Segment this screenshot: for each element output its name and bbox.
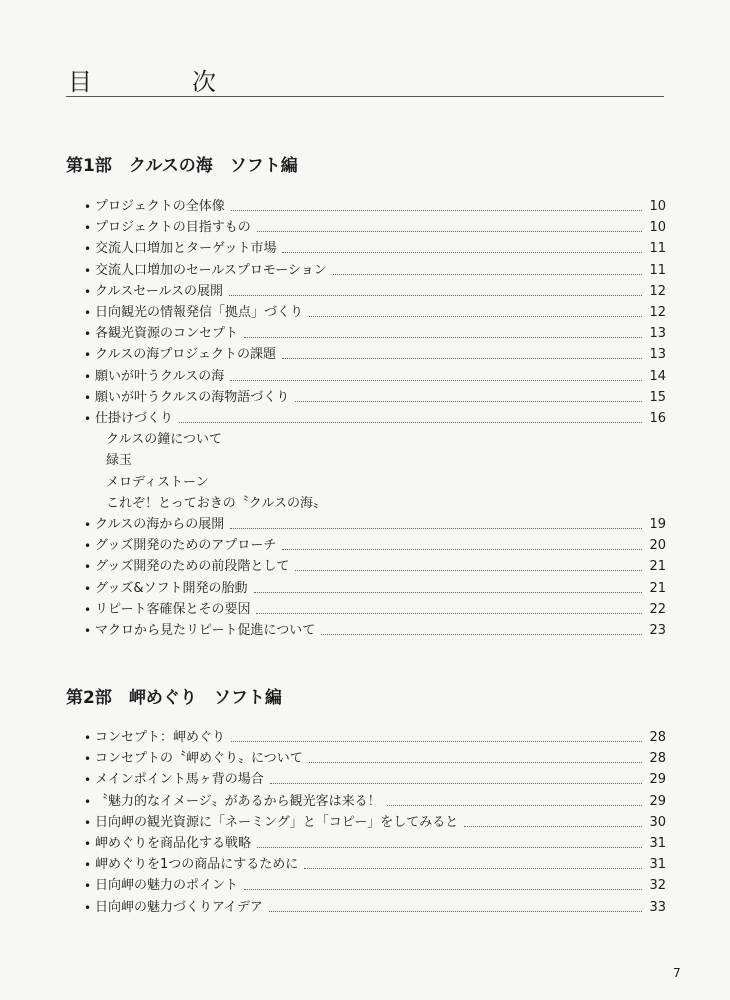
entry-label: コンセプトの〝岬めぐり〟について xyxy=(95,751,303,767)
part-2-heading: 第2部 岬めぐり ソフト編 xyxy=(66,688,282,708)
dot-leader xyxy=(230,527,642,529)
entry-label: 岬めぐりを商品化する戦略 xyxy=(95,836,252,851)
toc-entry xyxy=(84,725,666,746)
dot-leader xyxy=(321,633,642,635)
dot-leader xyxy=(230,379,642,381)
entry-label: 日向岬の観光資源に「ネーミング」と「コピー」をしてみると xyxy=(95,814,459,830)
dot-leader xyxy=(257,230,642,232)
dot-leader xyxy=(282,548,642,550)
title-rule xyxy=(66,96,664,97)
bullet-icon: • xyxy=(84,242,92,257)
entry-page-number: 23 xyxy=(649,623,666,638)
entry-page-number: 21 xyxy=(649,559,666,575)
entry-page-number: 32 xyxy=(649,878,666,894)
toc-entry xyxy=(84,406,666,427)
bullet-icon: • xyxy=(84,752,92,767)
toc-entry xyxy=(84,895,666,916)
toc-entry xyxy=(84,852,666,873)
entry-label: 交流人口増加のセールスプロモーション xyxy=(95,262,327,278)
entry-label: 緑玉 xyxy=(106,453,133,469)
toc-entry xyxy=(84,194,666,215)
entry-page-number: 31 xyxy=(649,857,666,873)
dot-leader xyxy=(269,910,642,912)
dot-leader xyxy=(333,273,642,275)
dot-leader xyxy=(256,612,642,614)
entry-label: 日向岬の魅力のポイント xyxy=(95,878,239,894)
toc-entry xyxy=(84,873,666,894)
toc-entry xyxy=(84,385,666,406)
bullet-icon: • xyxy=(84,581,92,596)
entry-label: 日向観光の情報発信「拠点」づくり xyxy=(95,305,304,320)
bullet-icon: • xyxy=(84,221,92,236)
part-1-heading: 第1部 クルスの海 ソフト編 xyxy=(66,156,298,176)
bullet-icon: • xyxy=(84,306,92,320)
dot-leader xyxy=(244,336,642,338)
bullet-icon: • xyxy=(84,539,92,554)
toc-entry xyxy=(84,364,666,385)
entry-page-number: 33 xyxy=(649,899,666,915)
bullet-icon: • xyxy=(84,837,92,851)
dot-leader xyxy=(309,761,642,763)
toc-subentry xyxy=(106,470,506,491)
entry-label: プロジェクトの全体像 xyxy=(95,199,225,214)
entry-label: クルスの海からの展開 xyxy=(95,517,225,532)
entry-page-number: 28 xyxy=(649,730,666,745)
toc-entry xyxy=(84,321,666,342)
bullet-icon: • xyxy=(84,390,92,405)
dot-leader xyxy=(282,357,642,359)
entry-label: マクロから見たリピート促進について xyxy=(95,623,316,638)
entry-label: 〝魅力的なイメージ〟があるから観光客は来る！ xyxy=(95,793,381,809)
bullet-icon: • xyxy=(84,263,92,278)
page-number: 7 xyxy=(673,966,681,980)
entry-page-number: 28 xyxy=(649,751,666,767)
entry-label: 岬めぐりを1つの商品にするために xyxy=(95,857,299,873)
dot-leader xyxy=(387,804,642,806)
toc-title: 目 次 xyxy=(68,68,254,96)
dot-leader xyxy=(270,782,642,784)
toc-subentry xyxy=(106,491,506,512)
entry-page-number: 13 xyxy=(649,347,666,363)
toc-entry xyxy=(84,512,666,533)
toc-entry xyxy=(84,342,666,363)
dot-leader xyxy=(231,740,642,742)
entry-label: クルスの海プロジェクトの課題 xyxy=(95,347,276,363)
dot-leader xyxy=(254,591,643,593)
entry-label: 交流人口増加とターゲット市場 xyxy=(95,241,277,257)
entry-page-number: 29 xyxy=(649,793,666,809)
bullet-icon: • xyxy=(84,602,92,617)
entry-label: 願いが叶うクルスの海 xyxy=(95,368,225,384)
bullet-icon: • xyxy=(84,284,92,299)
entry-page-number: 21 xyxy=(649,580,666,596)
dot-leader xyxy=(309,315,642,317)
entry-page-number: 10 xyxy=(649,220,666,236)
toc-entry xyxy=(84,215,666,236)
bullet-icon: • xyxy=(84,879,92,894)
toc-entry xyxy=(84,300,666,321)
entry-label: 願いが叶うクルスの海物語づくり xyxy=(95,389,290,405)
entry-label: 各観光資源のコンセプト xyxy=(95,326,239,342)
dot-leader xyxy=(304,867,642,869)
entry-label: コンセプト：岬めぐり xyxy=(95,730,226,745)
entry-page-number: 11 xyxy=(649,241,666,257)
toc-entry xyxy=(84,746,666,767)
bullet-icon: • xyxy=(84,412,92,426)
bullet-icon: • xyxy=(84,200,92,214)
entry-label: グッズ開発のためのアプローチ xyxy=(95,538,277,554)
entry-page-number: 19 xyxy=(649,517,666,532)
entry-page-number: 22 xyxy=(649,601,666,617)
entry-page-number: 12 xyxy=(649,283,666,299)
entry-page-number: 14 xyxy=(649,368,666,384)
entry-label: メインポイント馬ヶ背の場合 xyxy=(95,772,264,788)
dot-leader xyxy=(295,400,642,402)
toc-entry xyxy=(84,810,666,831)
toc-entry xyxy=(84,279,666,300)
toc-entry xyxy=(84,258,666,279)
bullet-icon: • xyxy=(84,815,92,830)
entry-label: メロディストーン xyxy=(106,474,209,490)
toc-subentry xyxy=(106,448,506,469)
entry-page-number: 29 xyxy=(649,772,666,788)
dot-leader xyxy=(282,251,642,253)
entry-page-number: 15 xyxy=(649,389,666,405)
dot-leader xyxy=(257,846,642,848)
entry-page-number: 13 xyxy=(649,326,666,342)
bullet-icon: • xyxy=(84,560,92,575)
bullet-icon: • xyxy=(84,518,92,532)
dot-leader xyxy=(244,888,642,890)
toc-entry xyxy=(84,576,666,597)
entry-page-number: 16 xyxy=(649,411,666,426)
toc-entry xyxy=(84,831,666,852)
toc-entry xyxy=(84,789,666,810)
bullet-icon: • xyxy=(84,858,92,873)
bullet-icon: • xyxy=(84,327,92,342)
entry-page-number: 20 xyxy=(649,538,666,554)
entry-label: プロジェクトの目指すもの xyxy=(95,220,251,236)
bullet-icon: • xyxy=(84,624,92,638)
dot-leader xyxy=(464,825,642,827)
toc-entry xyxy=(84,597,666,618)
entry-page-number: 12 xyxy=(649,305,666,320)
entry-page-number: 31 xyxy=(649,836,666,851)
entry-label: リピート客確保とその要因 xyxy=(95,601,251,617)
toc-subentry xyxy=(106,427,506,448)
toc-entry xyxy=(84,554,666,575)
bullet-icon: • xyxy=(84,348,92,363)
entry-label: 日向岬の魅力づくりアイデア xyxy=(95,899,263,915)
toc-entry xyxy=(84,618,666,639)
entry-label: 仕掛けづくり xyxy=(95,411,174,426)
dot-leader xyxy=(229,294,642,296)
entry-label: グッズ&ソフト開発の胎動 xyxy=(95,580,248,596)
entry-page-number: 11 xyxy=(649,262,666,278)
entry-label: クルスセールスの展開 xyxy=(95,283,224,299)
toc-entry xyxy=(84,533,666,554)
entry-page-number: 30 xyxy=(649,814,666,830)
entry-label: グッズ開発のための前段階として xyxy=(95,559,290,575)
bullet-icon: • xyxy=(84,773,92,788)
entry-page-number: 10 xyxy=(649,199,666,214)
toc-entry xyxy=(84,236,666,257)
dot-leader xyxy=(231,209,642,211)
toc-entry xyxy=(84,767,666,788)
dot-leader xyxy=(295,569,642,571)
bullet-icon: • xyxy=(84,731,92,745)
dot-leader xyxy=(179,421,642,423)
entry-label: これぞ！とっておきの〝クルスの海〟 xyxy=(106,495,326,511)
bullet-icon: • xyxy=(84,794,92,809)
bullet-icon: • xyxy=(84,900,92,915)
bullet-icon: • xyxy=(84,369,92,384)
entry-label: クルスの鐘について xyxy=(106,432,222,448)
